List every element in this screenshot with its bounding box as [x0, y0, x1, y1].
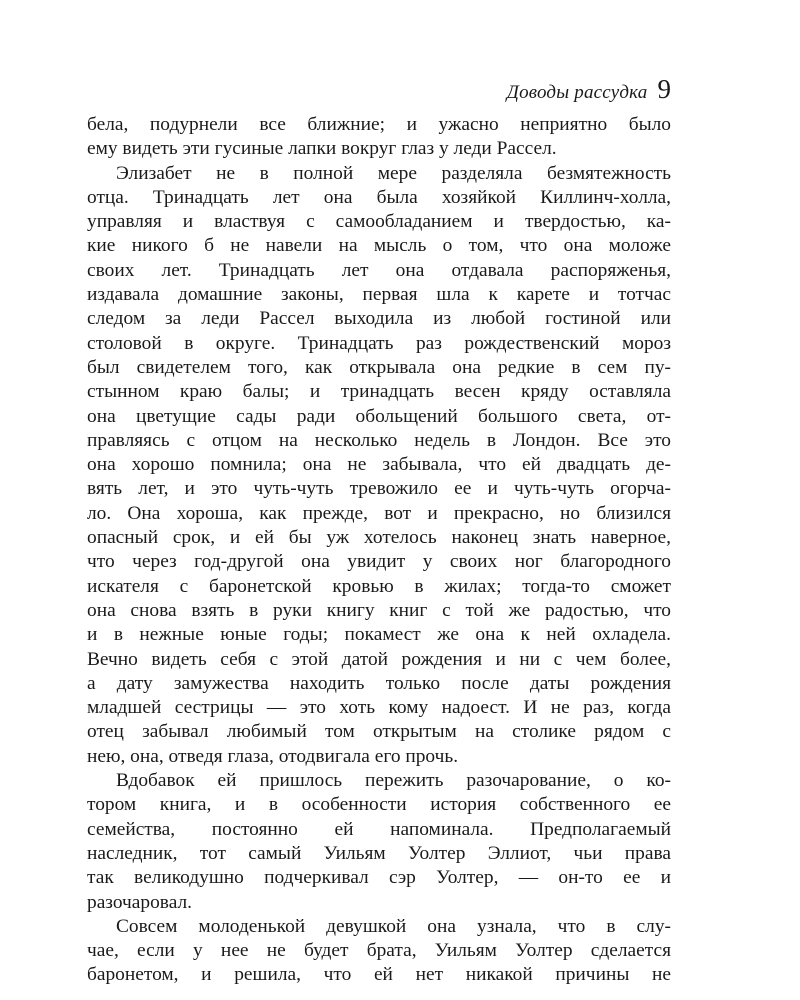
text-line: отец забывал любимый том открытым на столике рядом с — [87, 721, 671, 743]
text-line: Вечно видеть себя с этой датой рождения и ни с чем более, — [87, 648, 671, 670]
text-line: своих лет. Тринадцать лет она отдавала распоряженья, — [87, 259, 671, 281]
text-line: она снова взять в руки книгу книг с той же радостью, что — [87, 599, 671, 621]
text-line: что через год-другой она увидит у своих ног благородного — [87, 551, 671, 573]
text-line: чае, если у нее не будет брата, Уильям Уолтер сделается — [87, 940, 671, 962]
text-line: отца. Тринадцать лет она была хозяйкой Киллинч-холла, — [87, 186, 671, 208]
running-title: Доводы рассудка — [506, 82, 648, 103]
text-line: так великодушно подчеркивал сэр Уолтер, — он-то ее и — [87, 867, 671, 889]
text-line: следом за леди Рассел выходила из любой гостиной или — [87, 308, 671, 330]
text-line: правляясь с отцом на несколько недель в Лондон. Все это — [87, 429, 671, 451]
paragraph-first-line: Совсем молоденькой девушкой она узнала, что в слу- — [116, 915, 671, 937]
text-line: управляя и властвуя с самообладанием и твердостью, ка- — [87, 211, 671, 233]
text-line: искателя с баронетской кровью в жилах; тогда-то сможет — [87, 575, 671, 597]
text-line: бела, подурнели все ближние; и ужасно неприятно было — [87, 114, 671, 135]
text-line: младшей сестрицы — это хоть кому надоест. И не раз, когда — [87, 697, 671, 719]
text-line: она цветущие сады ради обольщений большого света, от- — [87, 405, 671, 427]
text-line: стынном краю балы; и тринадцать весен кряду оставляла — [87, 381, 671, 403]
text-line: нею, она, отведя глаза, отодвигала его прочь. — [87, 745, 459, 767]
text-line: опасный срок, и ей бы уж хотелось наконец знать наверное, — [87, 527, 671, 549]
text-line: наследник, тот самый Уильям Уолтер Эллиот, чьи права — [87, 842, 671, 864]
text-line: ло. Она хороша, как прежде, вот и прекрасно, но близился — [87, 502, 671, 524]
text-line: разочаровал. — [87, 891, 192, 913]
text-line: она хорошо помнила; она не забывала, что ей двадцать де- — [87, 454, 671, 476]
text-line: баронетом, и решила, что ей нет никакой причины не — [87, 964, 671, 986]
text-line: столовой в округе. Тринадцать раз рождественский мороз — [87, 332, 671, 354]
text-line: ему видеть эти гусиные лапки вокруг глаз у леди Рассел. — [87, 138, 557, 160]
page-number: 9 — [657, 74, 671, 104]
running-head — [87, 74, 671, 104]
text-line: тором книга, и в особенности история собственного ее — [87, 794, 671, 816]
text-line: кие никого б не навели на мысль о том, что она моложе — [87, 235, 671, 257]
text-line: издавала домашние законы, первая шла к карете и тотчас — [87, 284, 671, 306]
body-text — [87, 113, 671, 988]
text-line: семейства, постоянно ей напоминала. Предполагаемый — [87, 818, 671, 840]
paragraph-first-line: Вдобавок ей пришлось пережить разочарование, о ко- — [116, 770, 671, 792]
text-line: был свидетелем того, как открывала она редкие в сем пу- — [87, 356, 671, 378]
text-line: и в нежные юные годы; покамест же она к ней охладела. — [87, 624, 671, 646]
text-line: вять лет, и это чуть-чуть тревожило ее и чуть-чуть огорча- — [87, 478, 671, 500]
paragraph-first-line: Элизабет не в полной мере разделяла безмятежность — [116, 162, 671, 184]
text-line: а дату замужества находить только после даты рождения — [87, 672, 671, 694]
